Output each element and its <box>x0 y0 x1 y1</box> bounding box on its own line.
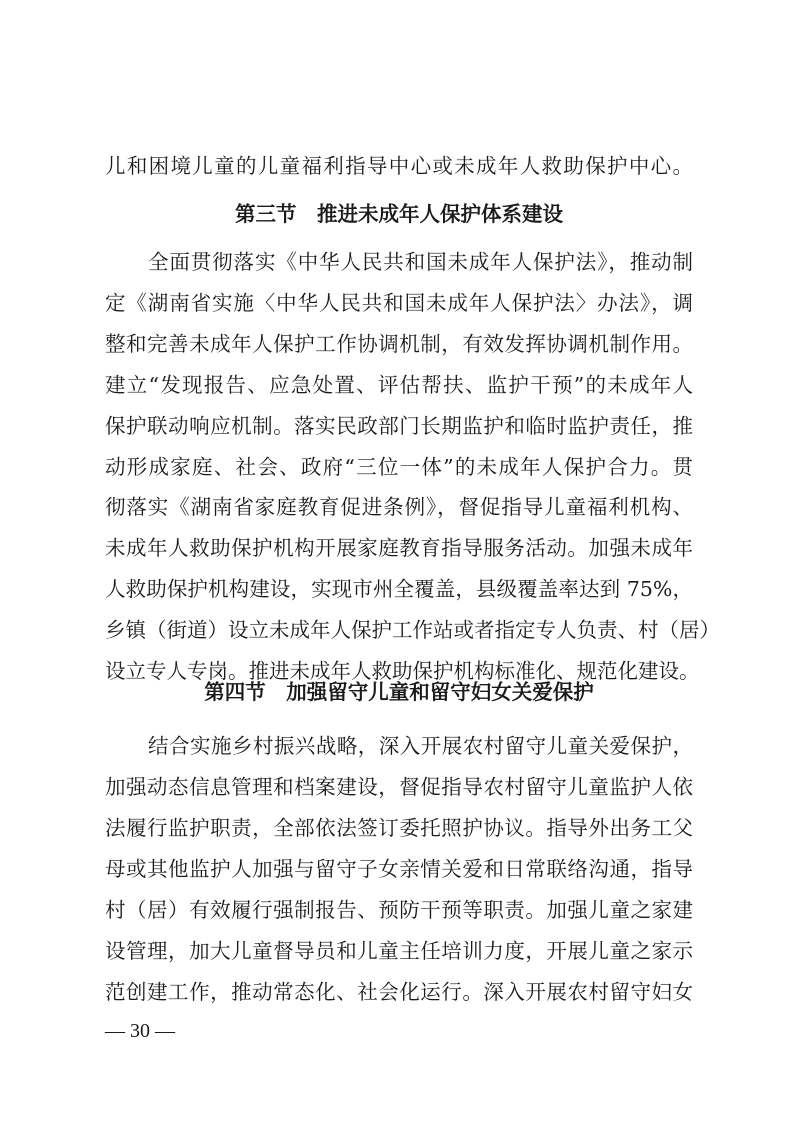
body-text-line: 结合实施乡村振兴战略，深入开展农村留守儿童关爱保护， <box>148 734 693 758</box>
body-text-line: 加强动态信息管理和档案建设，督促指导农村留守儿童监护人依 <box>105 775 693 799</box>
body-text-line: 建立“发现报告、应急处置、评估帮扶、监护干预”的未成年人 <box>105 372 693 397</box>
body-text-line: 设管理，加大儿童督导员和儿童主任培训力度，开展儿童之家示 <box>105 939 693 963</box>
page-number: — 30 — <box>105 1020 175 1042</box>
body-text-line: 人救助保护机构建设，实现市州全覆盖，县级覆盖率达到 75%， <box>105 577 693 602</box>
body-text-line: 整和完善未成年人保护工作协调机制，有效发挥协调机制作用。 <box>105 331 693 356</box>
body-text-line: 彻落实《湖南省家庭教育促进条例》，督促指导儿童福利机构、 <box>105 495 693 520</box>
body-text-line: 母或其他监护人加强与留守子女亲情关爱和日常联络沟通，指导 <box>105 857 693 881</box>
section-heading-4: 第四节 加强留守儿童和留守妇女关爱保护 <box>204 680 594 704</box>
body-text-line: 动形成家庭、社会、政府“三位一体”的未成年人保护合力。贯 <box>105 454 693 479</box>
body-text-line: 乡镇（街道）设立未成年人保护工作站或者指定专人负责、村（居） <box>105 618 720 643</box>
body-text-line: 全面贯彻落实《中华人民共和国未成年人保护法》，推动制 <box>148 250 693 274</box>
body-text-line: 设立专人专岗。推进未成年人救助保护机构标准化、规范化建设。 <box>105 659 700 683</box>
body-text-line: 未成年人救助保护机构开展家庭教育指导服务活动。加强未成年 <box>105 536 693 561</box>
body-text-line: 范创建工作，推动常态化、社会化运行。深入开展农村留守妇女 <box>105 980 693 1004</box>
body-text-line: 法履行监护职责，全部依法签订委托照护协议。指导外出务工父 <box>105 816 693 840</box>
body-text-line: 儿和困境儿童的儿童福利指导中心或未成年人救助保护中心。 <box>105 154 693 178</box>
body-text-line: 定《湖南省实施〈中华人民共和国未成年人保护法〉办法》，调 <box>105 290 693 315</box>
body-text-line: 保护联动响应机制。落实民政部门长期监护和临时监护责任，推 <box>105 413 693 438</box>
body-text-line: 村（居）有效履行强制报告、预防干预等职责。加强儿童之家建 <box>105 898 693 922</box>
section-heading-3: 第三节 推进未成年人保护体系建设 <box>235 202 563 226</box>
